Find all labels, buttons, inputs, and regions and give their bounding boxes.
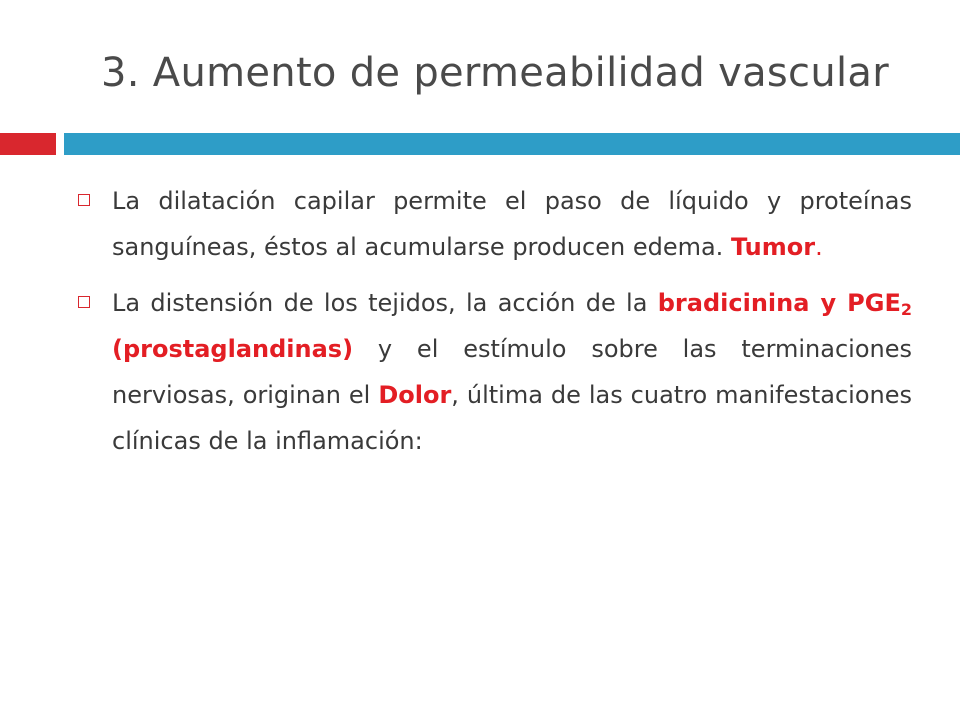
bullet-text: , última de las cuatro manifestaciones clínicas de la inflamación: [112,381,913,455]
bullet-text: y el estímulo sobre las terminaciones nerviosas, originan el [112,335,912,409]
bullet-text-end: . [815,233,823,261]
hollow-square-icon [78,296,90,308]
highlight-term-bradicinina: bradicinina y PGE [657,289,901,317]
highlight-term-dolor: Dolor [378,381,452,409]
title-accent-bar-blue [64,133,960,155]
title-accent-bar-red [0,133,56,155]
highlight-term-tumor: Tumor [730,233,816,261]
hollow-square-icon [78,194,90,206]
bullet-text: La distensión de los tejidos, la acción de la [112,289,658,317]
bullet-item [76,178,912,270]
bullet-list [76,178,912,474]
highlight-term-prostaglandinas: (prostaglandinas) [112,335,354,363]
highlight-subscript: 2 [900,300,912,319]
bullet-text: La dilatación capilar permite el paso de líquido y proteínas sanguíneas, éstos al acumularse producen edema. [112,187,912,261]
bullet-item [76,280,912,464]
slide-title: 3. Aumento de permeabilidad vascular [101,50,889,96]
